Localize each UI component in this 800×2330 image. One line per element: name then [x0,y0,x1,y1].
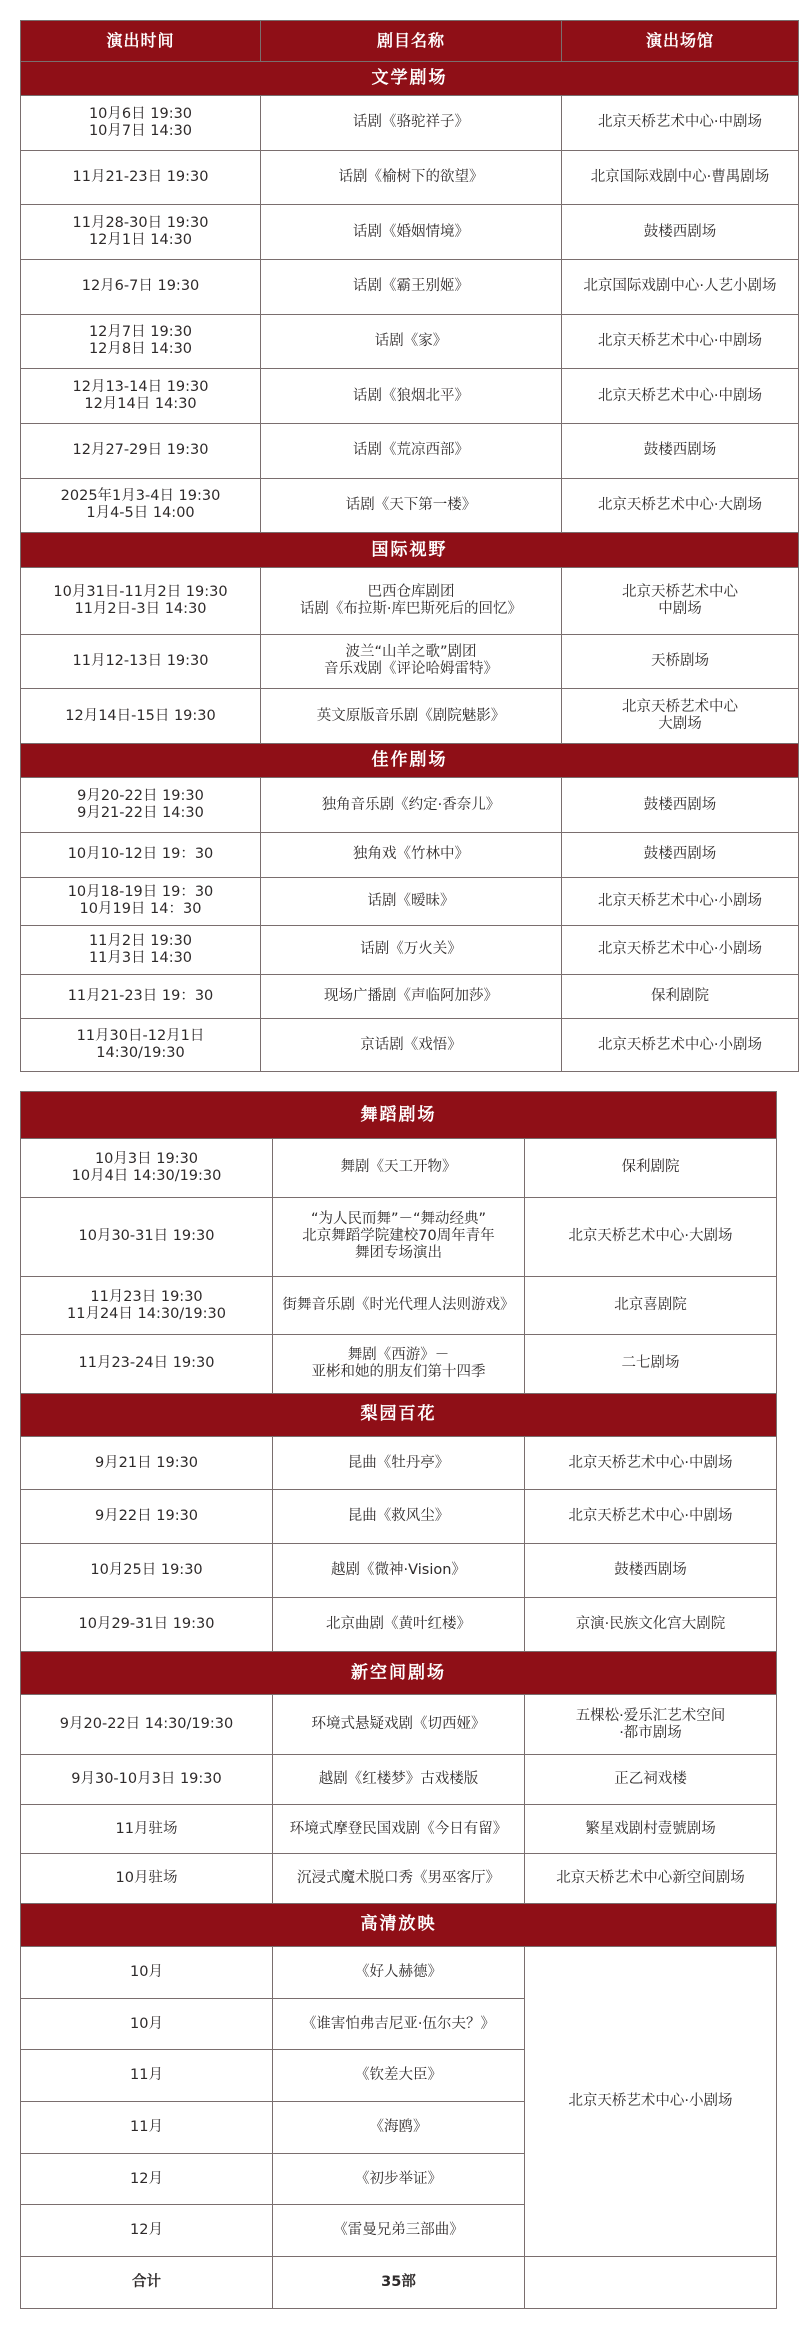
section-header-wenxue: 文学剧场 [21,61,799,95]
show-title: 话剧《家》 [261,314,562,369]
show-title: 独角音乐剧《约定·香奈儿》 [261,778,562,833]
show-venue: 北京国际戏剧中心·人艺小剧场 [562,259,799,314]
table-row [21,1436,777,1490]
show-venue: 北京天桥艺术中心 中剧场 [562,567,799,634]
show-venue: 北京天桥艺术中心 大剧场 [562,689,799,744]
show-venue: 北京天桥艺术中心·小剧场 [562,877,799,926]
total-label: 合计 [21,2257,273,2309]
show-time: 11月23日 19:30 11月24日 14:30/19:30 [21,1277,273,1335]
show-time: 11月 [21,2050,273,2102]
total-row [21,2257,777,2309]
show-time: 11月 [21,2102,273,2154]
show-time: 9月22日 19:30 [21,1490,273,1544]
show-title: 街舞音乐剧《时光代理人法则游戏》 [273,1277,525,1335]
show-title: 巴西仓库剧团 话剧《布拉斯·库巴斯死后的回忆》 [261,567,562,634]
show-venue: 鼓楼西剧场 [562,832,799,877]
show-time: 9月20-22日 19:30 9月21-22日 14:30 [21,778,261,833]
table-row [21,1695,777,1755]
header-title: 剧目名称 [261,21,562,62]
show-venue: 保利剧院 [525,1139,777,1197]
show-title: 沉浸式魔术脱口秀《男巫客厅》 [273,1854,525,1904]
show-time: 11月2日 19:30 11月3日 14:30 [21,926,261,975]
table-row [21,1139,777,1197]
show-title: 英文原版音乐剧《剧院魅影》 [261,689,562,744]
show-time: 10月驻场 [21,1854,273,1904]
show-venue: 天桥剧场 [562,634,799,689]
show-time: 10月30-31日 19:30 [21,1197,273,1277]
show-time: 10月3日 19:30 10月4日 14:30/19:30 [21,1139,273,1197]
show-time: 12月14日-15日 19:30 [21,689,261,744]
table-row [21,1335,777,1393]
show-title: 《钦差大臣》 [273,2050,525,2102]
show-title: 《谁害怕弗吉尼亚·伍尔夫？》 [273,1998,525,2050]
section-header-liyuan: 梨园百花 [21,1393,777,1436]
schedule-table-1 [20,20,777,1072]
show-time: 10月31日-11月2日 19:30 11月2日-3日 14:30 [21,567,261,634]
header-time: 演出时间 [21,21,261,62]
section-header-wudao: 舞蹈剧场 [21,1092,777,1139]
show-venue: 正乙祠戏楼 [525,1755,777,1805]
show-time: 10月29-31日 19:30 [21,1598,273,1652]
column-header-row [21,21,799,62]
show-venue: 京演·民族文化宫大剧院 [525,1598,777,1652]
table-row [21,1804,777,1854]
show-time: 12月13-14日 19:30 12月14日 14:30 [21,369,261,424]
show-title: 《初步举证》 [273,2153,525,2205]
show-time: 2025年1月3-4日 19:30 1月4-5日 14:00 [21,478,261,533]
show-time: 9月21日 19:30 [21,1436,273,1490]
table-row [21,877,799,926]
show-time: 12月 [21,2153,273,2205]
section-header-gaoqing: 高清放映 [21,1903,777,1946]
show-venue: 北京天桥艺术中心·小剧场 [525,1947,777,2257]
show-title: 话剧《婚姻情境》 [261,205,562,260]
table-row [21,478,799,533]
show-title: 波兰“山羊之歌”剧团 音乐戏剧《评论哈姆雷特》 [261,634,562,689]
table-row [21,205,799,260]
show-title: 话剧《天下第一楼》 [261,478,562,533]
show-title: 越剧《微神·Vision》 [273,1544,525,1598]
header-venue: 演出场馆 [562,21,799,62]
table-row [21,1490,777,1544]
show-time: 11月21-23日 19:30 [21,150,261,205]
show-venue: 北京天桥艺术中心·中剧场 [525,1436,777,1490]
show-title: 北京曲剧《黄叶红楼》 [273,1598,525,1652]
total-empty [525,2257,777,2309]
table-row [21,778,799,833]
show-time: 10月18-19日 19：30 10月19日 14：30 [21,877,261,926]
show-title: 现场广播剧《声临阿加莎》 [261,974,562,1019]
table-row [21,926,799,975]
show-time: 10月6日 19:30 10月7日 14:30 [21,95,261,150]
show-time: 11月12-13日 19:30 [21,634,261,689]
table-row [21,423,799,478]
show-title: 环境式摩登民国戏剧《今日有留》 [273,1804,525,1854]
show-title: 《海鸥》 [273,2102,525,2154]
show-venue: 鼓楼西剧场 [562,778,799,833]
show-title: 《雷曼兄弟三部曲》 [273,2205,525,2257]
show-venue: 五棵松·爱乐汇艺术空间 ·都市剧场 [525,1695,777,1755]
show-title: 话剧《榆树下的欲望》 [261,150,562,205]
show-time: 9月30-10月3日 19:30 [21,1755,273,1805]
show-time: 12月27-29日 19:30 [21,423,261,478]
show-title: 京话剧《戏悟》 [261,1019,562,1072]
show-time: 10月25日 19:30 [21,1544,273,1598]
show-venue: 北京天桥艺术中心·中剧场 [562,95,799,150]
show-title: 舞剧《西游》－ 亚彬和她的朋友们第十四季 [273,1335,525,1393]
table-row [21,1277,777,1335]
show-title: 独角戏《竹林中》 [261,832,562,877]
show-venue: 北京天桥艺术中心·中剧场 [562,314,799,369]
table-row [21,832,799,877]
show-title: 话剧《霸王别姬》 [261,259,562,314]
show-time: 12月7日 19:30 12月8日 14:30 [21,314,261,369]
show-venue: 北京天桥艺术中心·小剧场 [562,926,799,975]
show-title: 昆曲《牡丹亭》 [273,1436,525,1490]
show-time: 12月 [21,2205,273,2257]
table-row [21,259,799,314]
show-venue: 鼓楼西剧场 [562,205,799,260]
table-row [21,974,799,1019]
table-row [21,369,799,424]
table-row [21,1947,777,1999]
show-title: 话剧《荒凉西部》 [261,423,562,478]
section-header-guoji: 国际视野 [21,533,799,567]
section-header-xinkongjian: 新空间剧场 [21,1651,777,1694]
show-time: 11月23-24日 19:30 [21,1335,273,1393]
table-row [21,150,799,205]
table-row [21,1197,777,1277]
show-venue: 二七剧场 [525,1335,777,1393]
show-title: “为人民而舞”－“舞动经典” 北京舞蹈学院建校70周年青年 舞团专场演出 [273,1197,525,1277]
show-time: 10月 [21,1998,273,2050]
table-row [21,95,799,150]
show-venue: 北京国际戏剧中心·曹禺剧场 [562,150,799,205]
show-venue: 北京天桥艺术中心·大剧场 [562,478,799,533]
table-row [21,314,799,369]
table-row [21,567,799,634]
show-venue: 北京天桥艺术中心·小剧场 [562,1019,799,1072]
show-title: 《好人赫德》 [273,1947,525,1999]
show-title: 话剧《万火关》 [261,926,562,975]
show-venue: 北京喜剧院 [525,1277,777,1335]
section-header-jiazuo: 佳作剧场 [21,743,799,777]
show-time: 11月28-30日 19:30 12月1日 14:30 [21,205,261,260]
show-time: 11月驻场 [21,1804,273,1854]
table-row [21,1854,777,1904]
show-title: 话剧《骆驼祥子》 [261,95,562,150]
schedule-table-2 [20,1091,777,2309]
show-time: 12月6-7日 19:30 [21,259,261,314]
show-time: 10月 [21,1947,273,1999]
table-row [21,634,799,689]
table-row [21,1544,777,1598]
show-venue: 鼓楼西剧场 [562,423,799,478]
show-title: 舞剧《天工开物》 [273,1139,525,1197]
show-title: 话剧《暧昧》 [261,877,562,926]
show-venue: 繁星戏剧村壹號剧场 [525,1804,777,1854]
show-time: 9月20-22日 14:30/19:30 [21,1695,273,1755]
show-venue: 北京天桥艺术中心·中剧场 [525,1490,777,1544]
show-time: 11月21-23日 19：30 [21,974,261,1019]
table-row [21,1019,799,1072]
table-row [21,1755,777,1805]
show-venue: 北京天桥艺术中心新空间剧场 [525,1854,777,1904]
table-row [21,689,799,744]
table-row [21,1598,777,1652]
show-time: 10月10-12日 19：30 [21,832,261,877]
show-venue: 保利剧院 [562,974,799,1019]
show-title: 越剧《红楼梦》古戏楼版 [273,1755,525,1805]
show-title: 话剧《狼烟北平》 [261,369,562,424]
total-value: 35部 [273,2257,525,2309]
show-title: 环境式悬疑戏剧《切西娅》 [273,1695,525,1755]
show-venue: 鼓楼西剧场 [525,1544,777,1598]
show-time: 11月30日-12月1日 14:30/19:30 [21,1019,261,1072]
show-venue: 北京天桥艺术中心·中剧场 [562,369,799,424]
show-venue: 北京天桥艺术中心·大剧场 [525,1197,777,1277]
show-title: 昆曲《救风尘》 [273,1490,525,1544]
